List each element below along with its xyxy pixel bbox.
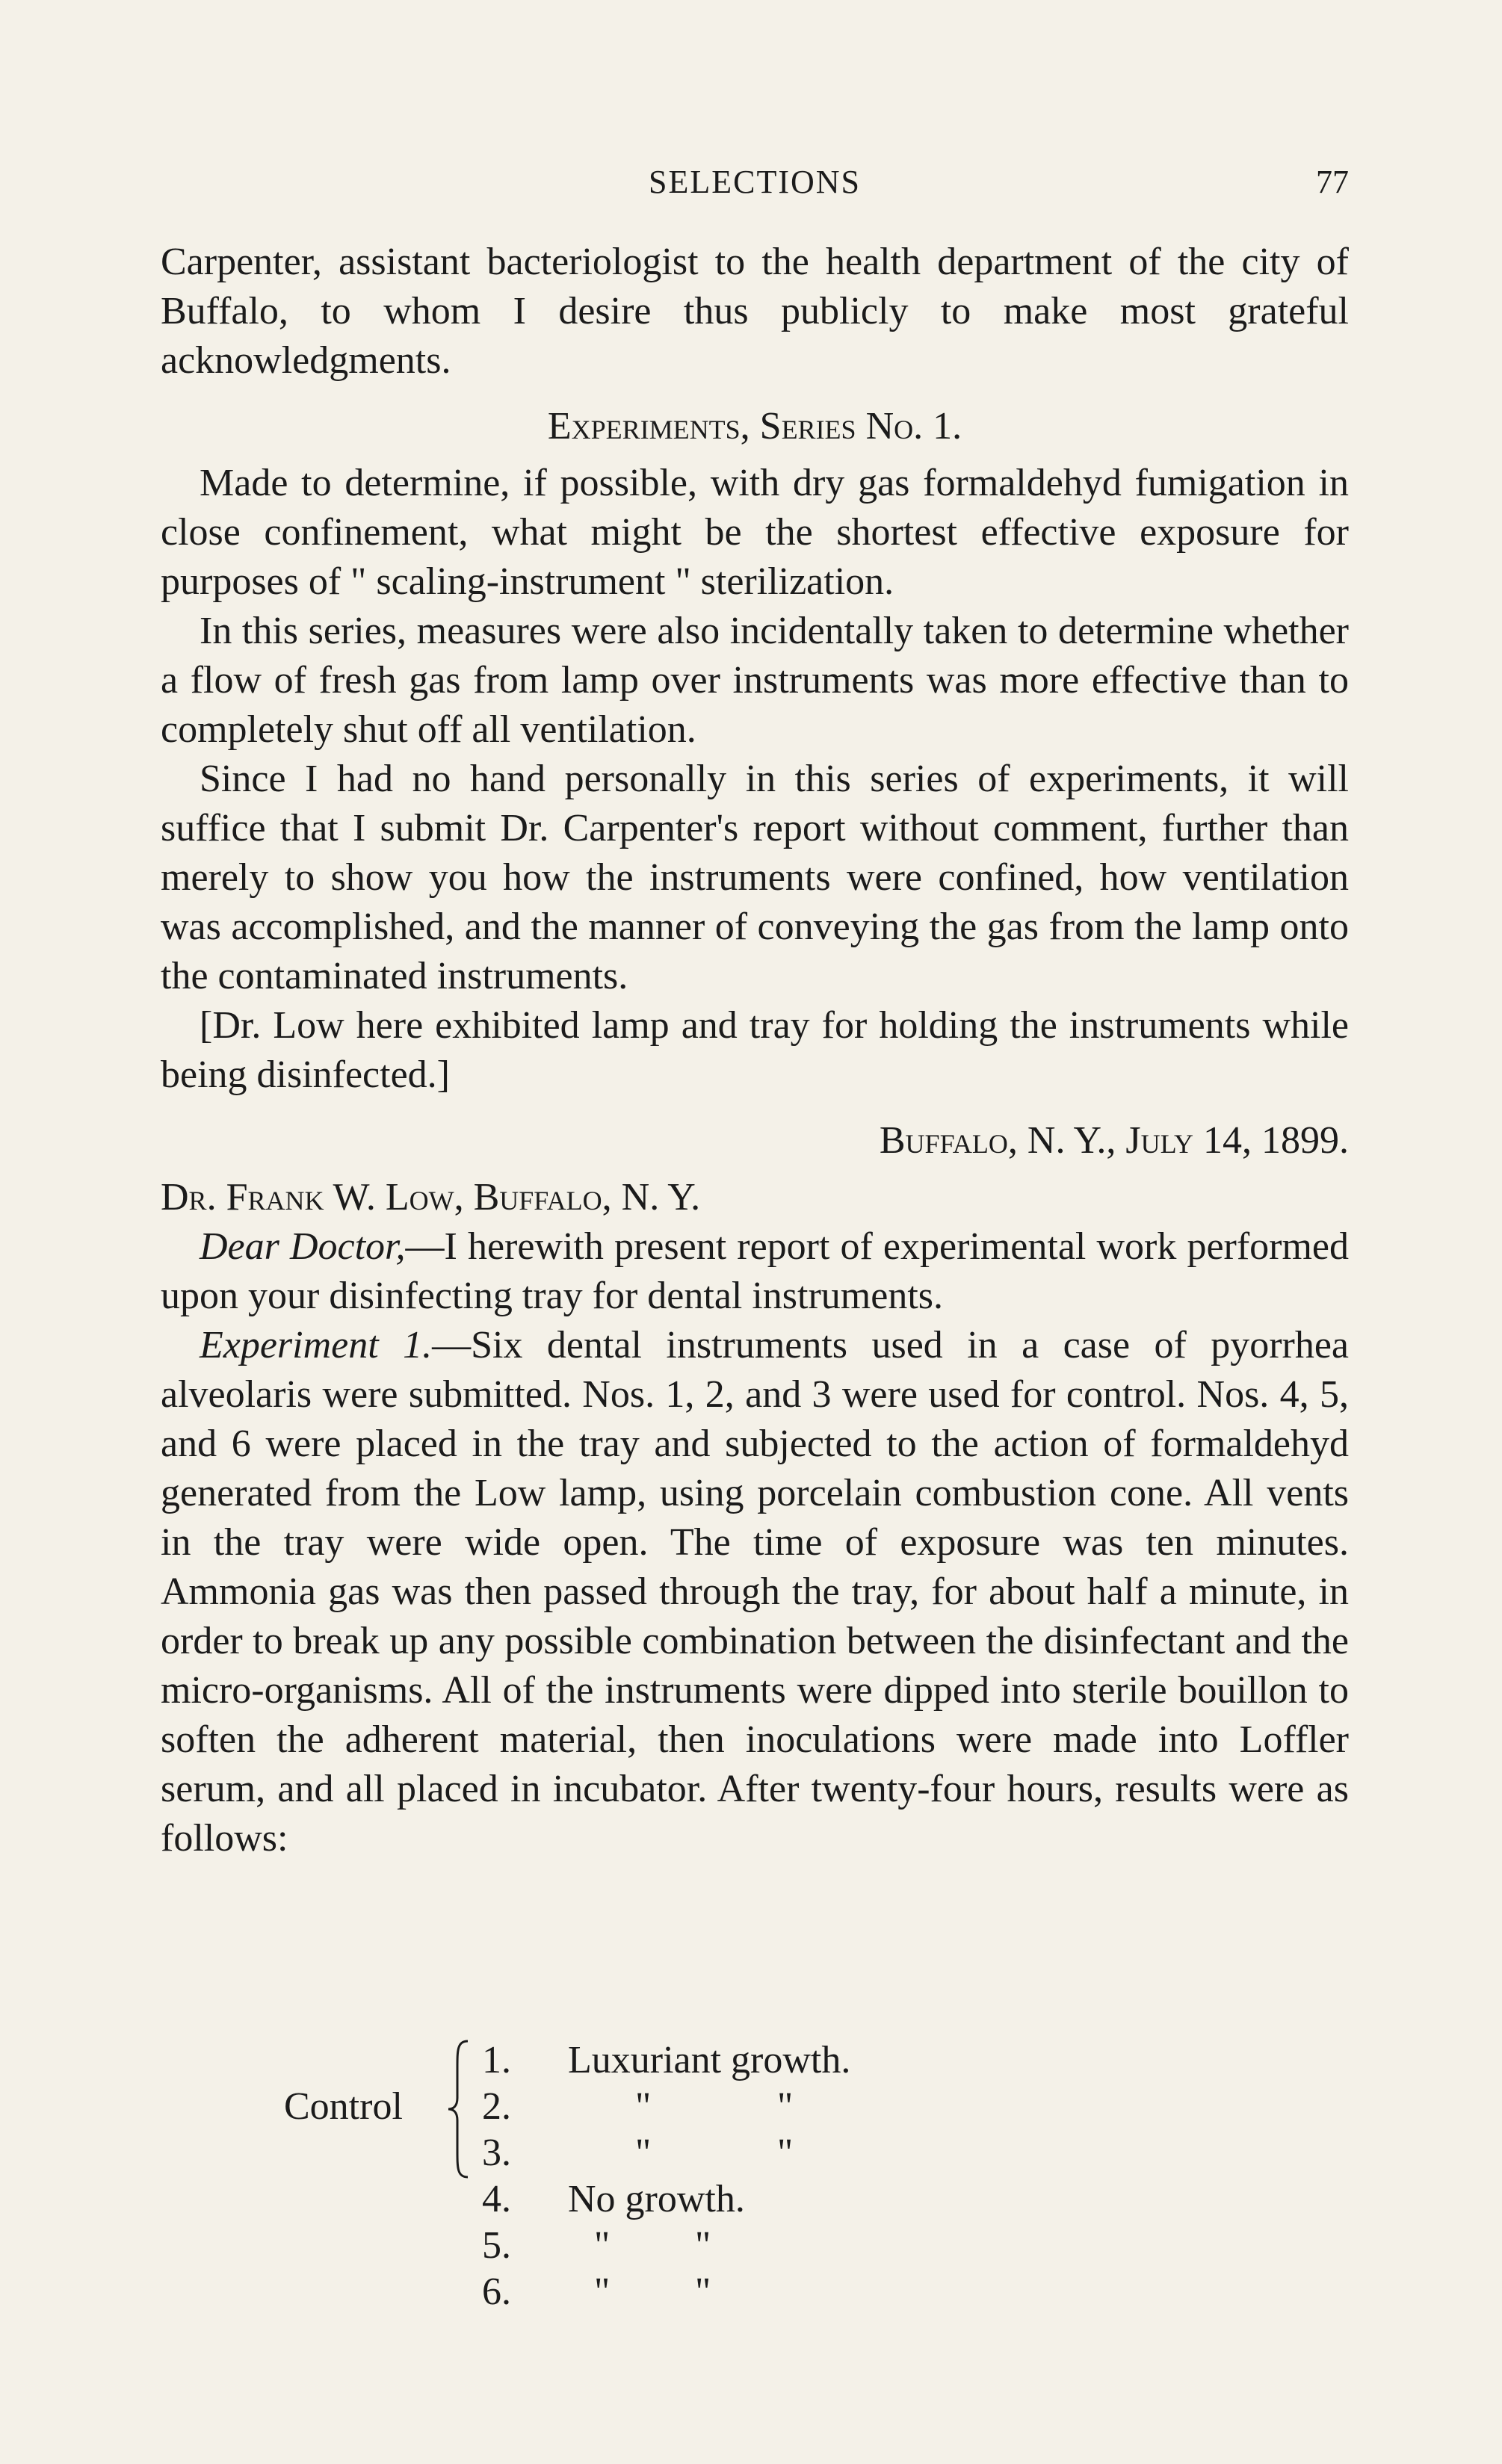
ditto-mark: " (777, 2085, 794, 2128)
ditto-mark: " (594, 2224, 611, 2267)
result-number: 1. (482, 2039, 511, 2081)
result-text: No growth. (568, 2178, 745, 2220)
running-head: SELECTIONS (649, 164, 861, 200)
ditto-mark: " (777, 2132, 794, 2174)
experiment-label: Experiment 1. (200, 1324, 433, 1366)
ditto-mark: " (635, 2132, 652, 2174)
experiment-paragraph (161, 1321, 1349, 1863)
page-number: 77 (1316, 164, 1349, 200)
paragraph-4: Since I had no hand personally in this series of experiments, it will suffice that I submit Dr. Carpenter's report without comment, further than merely to show you how the instruments were confined, how ventilation was accomplished, and the manner of conveying the gas from the lamp onto the contaminated instruments. (161, 758, 1349, 997)
result-number: 2. (482, 2085, 511, 2128)
result-text: Luxuriant growth. (568, 2039, 851, 2081)
body-text (161, 238, 1349, 1863)
paragraph-3: In this series, measures were also incidentally taken to determine whether a flow of fresh gas from lamp over instruments was more effective than to completely shut off all ventilation. (161, 610, 1349, 751)
letter-opening (161, 1222, 1349, 1321)
page-header (161, 163, 1349, 208)
result-number: 3. (482, 2132, 511, 2174)
control-label: Control (284, 2085, 403, 2128)
ditto-mark: " (635, 2085, 652, 2128)
ditto-mark: " (594, 2270, 611, 2313)
ditto-mark: " (695, 2224, 711, 2267)
ditto-mark: " (695, 2270, 711, 2313)
result-number: 4. (482, 2178, 511, 2220)
result-number: 5. (482, 2224, 511, 2267)
result-number: 6. (482, 2270, 511, 2313)
paragraph-2: Made to determine, if possible, with dry gas formaldehyd fumigation in close confinement, what might be the shortest effective exposure for purposes of " scaling-instrument " sterilization. (161, 462, 1349, 603)
addressee: Dr. Frank W. Low, Buffalo, N. Y. (161, 1176, 701, 1219)
paragraph-6: —I herewith present report of experimental work performed upon your disinfecting tray for dental instruments. (161, 1225, 1349, 1317)
paragraph-1: Carpenter, assistant bacteriologist to the health department of the city of Buffalo, to whom I desire thus publicly to make most grateful acknowledgments. (161, 241, 1349, 382)
paragraph-5: [Dr. Low here exhibited lamp and tray for holding the instruments while being disinfected.] (161, 1004, 1349, 1096)
series-heading: Experiments, Series No. 1. (547, 405, 962, 448)
dateline: Buffalo, N. Y., July 14, 1899. (879, 1119, 1349, 1162)
results-list (284, 2038, 1181, 2412)
control-brace (447, 2038, 472, 2180)
salutation: Dear Doctor, (200, 1225, 406, 1268)
paragraph-7: —Six dental instruments used in a case of pyorrhea alveolaris were submitted. Nos. 1, 2, and 3 were used for control. Nos. 4, 5, and 6 were placed in the tray and subjected to the action of formaldehyd generated from the Low lamp, using porcelain combustion cone. All vents in the tray were wide open. The time of exposure was ten minutes. Ammonia gas was then passed through the tray, for about half a minute, in order to break up any possible combination between the disinfectant and the micro-organisms. All of the instruments were dipped into sterile bouillon to soften the adherent material, then inoculations were made into Loffler serum, and all placed in incubator. After twenty-four hours, results were as follows: (161, 1324, 1349, 1860)
